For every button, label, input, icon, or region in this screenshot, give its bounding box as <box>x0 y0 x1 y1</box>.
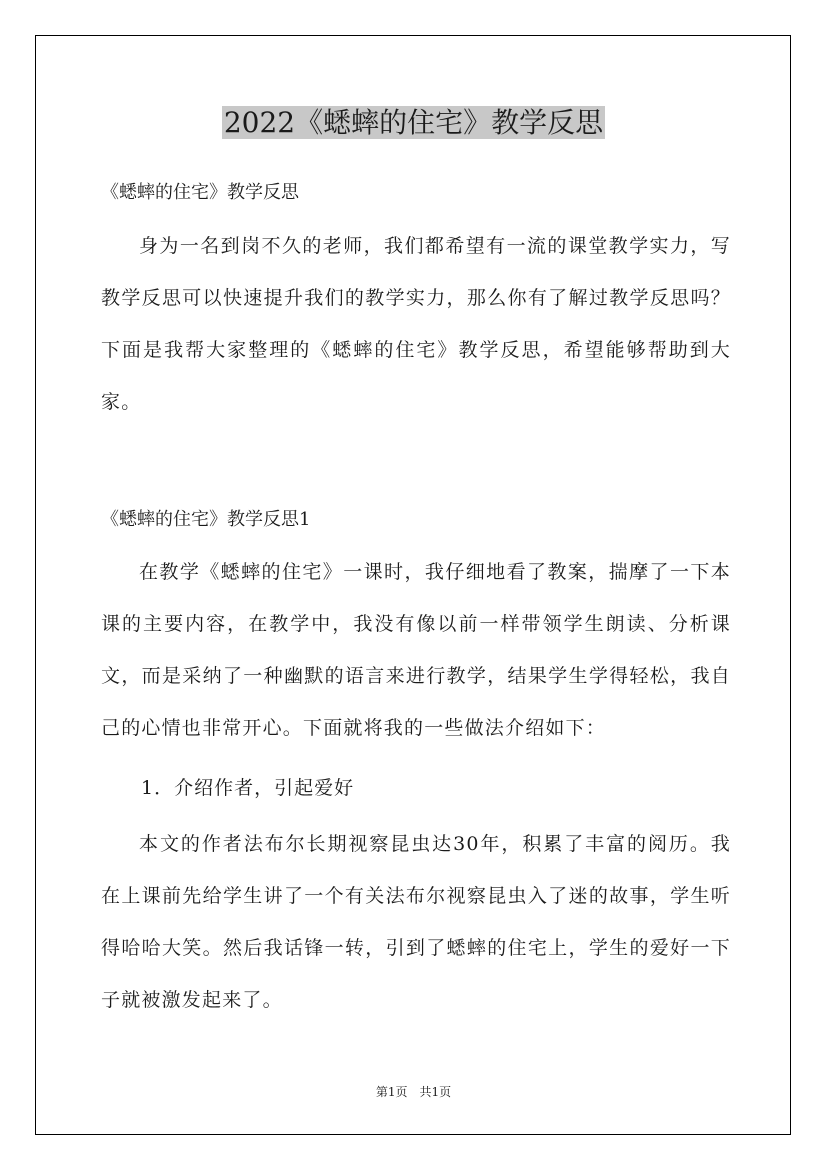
section-heading-1: 《蟋蟀的住宅》教学反思1 <box>101 509 311 530</box>
page-footer: 第1页 共1页 <box>375 1085 452 1099</box>
section1-paragraph-1: 在教学《蟋蟀的住宅》一课时，我仔细地看了教案，揣摩了一下本课的主要内容，在教学中，我没有像以前一样带领学生朗读、分析课文，而是采纳了一种幽默的语言来进行教学，结果学生学得轻松，我自己的心情也非常开心。下面就将我的一些做法介绍如下： <box>101 561 731 739</box>
section1-paragraph-2: 本文的作者法布尔长期视察昆虫达30年，积累了丰富的阅历。我在上课前先给学生讲了一个有关法布尔视察昆虫入了迷的故事，学生听得哈哈大笑。然后我话锋一转，引到了蟋蟀的住宅上，学生的爱好一下子就被激发起来了。 <box>101 833 731 1011</box>
subtitle-heading: 《蟋蟀的住宅》教学反思 <box>101 182 299 203</box>
document-title <box>0 103 827 143</box>
intro-paragraph: 身为一名到岗不久的老师，我们都希望有一流的课堂教学实力，写教学反思可以快速提升我们的教学实力，那么你有了解过教学反思吗？下面是我帮大家整理的《蟋蟀的住宅》教学反思，希望能够帮助到大家。 <box>101 235 731 413</box>
list-item-1: 1．介绍作者，引起爱好 <box>141 777 355 799</box>
document-title-text: 2022《蟋蟀的住宅》教学反思 <box>223 106 604 139</box>
